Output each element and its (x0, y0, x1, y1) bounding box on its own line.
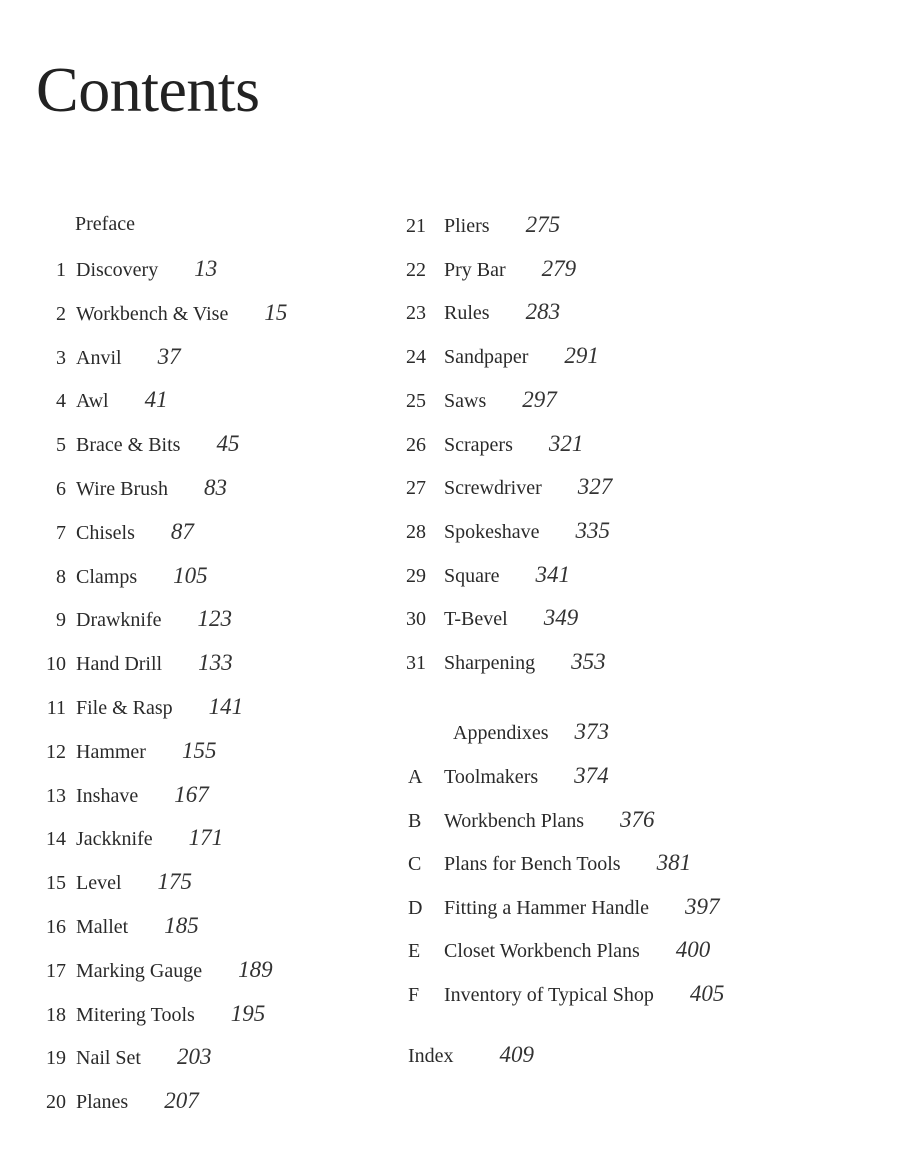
toc-entry-title: Workbench Plans (444, 809, 585, 832)
toc-entry-number: 3 (56, 346, 66, 369)
toc-entry-number: F (408, 984, 420, 1006)
toc-entry-title: Index (408, 1045, 454, 1067)
toc-appendixes[interactable] (453, 720, 609, 744)
toc-entry-page: 279 (541, 255, 577, 281)
toc-entry[interactable] (406, 300, 560, 324)
toc-entry[interactable] (38, 826, 223, 850)
toc-entry-number: 25 (406, 389, 426, 412)
toc-entry-number: 28 (406, 520, 426, 543)
toc-entry-number: B (408, 809, 422, 832)
toc-entry-title: Hammer (76, 740, 146, 763)
toc-entry[interactable] (408, 764, 609, 788)
toc-entry-title: Inshave (76, 784, 139, 807)
toc-entry[interactable] (38, 388, 168, 412)
toc-entry-title: Mitering Tools (76, 1003, 195, 1026)
toc-entry[interactable] (406, 432, 583, 456)
toc-entry-number: E (408, 940, 421, 963)
toc-entry-title: Inventory of Typical Shop (444, 984, 654, 1006)
toc-entry-page: 405 (689, 981, 725, 1006)
toc-entry-number: 12 (46, 740, 66, 763)
toc-entry-number: 31 (406, 652, 426, 674)
toc-entry-title: Mallet (76, 916, 129, 938)
toc-entry-number: 29 (406, 564, 426, 587)
toc-entry-number: 22 (406, 258, 426, 281)
toc-entry-title: Marking Gauge (76, 959, 203, 982)
toc-entry-number: A (408, 766, 423, 788)
toc-entry-title: Square (444, 564, 500, 587)
toc-entry[interactable] (38, 1002, 265, 1026)
toc-entry-number: 13 (46, 784, 66, 807)
toc-entry-page: 349 (543, 605, 579, 631)
toc-entry[interactable] (406, 475, 612, 499)
toc-entry-page: 297 (522, 386, 557, 412)
toc-entry[interactable] (406, 519, 610, 543)
toc-entry[interactable] (38, 301, 287, 325)
page-title: Contents (36, 54, 260, 125)
toc-entry-page: 376 (620, 806, 655, 832)
toc-entry-title: Planes (76, 1091, 129, 1114)
toc-entry-title: Discovery (76, 259, 159, 281)
toc-entry[interactable] (406, 388, 557, 412)
toc-entry-page: 400 (675, 937, 711, 963)
toc-entry-title: Rules (444, 302, 490, 325)
toc-entry[interactable] (38, 870, 192, 894)
toc-entry-title: Drawknife (76, 609, 162, 632)
toc-entry[interactable] (38, 607, 232, 631)
toc-entry-number: 7 (56, 521, 66, 544)
toc-entry-title: File & Rasp (76, 697, 173, 719)
toc-entry[interactable] (408, 895, 719, 919)
toc-entry-number: 16 (46, 916, 66, 938)
toc-entry-number: 21 (406, 215, 426, 237)
toc-entry-page: 189 (238, 956, 273, 982)
toc-entry[interactable] (406, 563, 570, 587)
toc-entry-title: Sandpaper (444, 346, 529, 369)
toc-entry-title: Clamps (76, 565, 138, 588)
toc-entry[interactable] (406, 650, 606, 674)
toc-entry-number: 6 (56, 478, 66, 500)
toc-entry[interactable] (38, 958, 273, 982)
toc-entry-number: 30 (406, 608, 426, 631)
toc-entry[interactable] (38, 783, 209, 807)
toc-entry-page: 87 (170, 518, 194, 544)
toc-entry-page: 37 (157, 343, 181, 369)
toc-entry-number: 19 (46, 1047, 66, 1070)
toc-entry-title: Level (76, 872, 122, 895)
toc-index[interactable] (408, 1043, 534, 1067)
toc-entry-title: Pliers (444, 215, 490, 237)
toc-entry-page: 373 (574, 719, 610, 744)
toc-entry-number: 24 (406, 346, 426, 369)
toc-entry-page: 155 (181, 737, 217, 763)
toc-entry-page: 291 (564, 343, 599, 369)
toc-entry[interactable] (38, 1045, 212, 1069)
toc-entry-number: 11 (46, 697, 66, 719)
toc-entry-page: 195 (230, 1000, 266, 1026)
toc-entry-title: Sharpening (444, 652, 536, 674)
toc-entry-page: 123 (197, 606, 233, 632)
toc-entry[interactable] (38, 520, 194, 544)
toc-entry-number: 5 (56, 434, 66, 457)
toc-preface[interactable] (75, 212, 135, 236)
toc-entry-title: Awl (76, 390, 109, 413)
toc-entry[interactable] (38, 739, 216, 763)
toc-entry[interactable] (408, 851, 691, 875)
toc-entry-title: Appendixes (453, 722, 549, 744)
toc-entry-title: Pry Bar (444, 258, 506, 281)
toc-entry[interactable] (406, 606, 578, 630)
toc-entry-number: 17 (46, 959, 66, 982)
toc-entry-page: 175 (157, 869, 193, 895)
toc-entry-page: 283 (525, 299, 561, 325)
toc-entry[interactable] (38, 695, 243, 719)
toc-entry-number: 14 (46, 828, 66, 851)
toc-entry-page: 353 (571, 649, 606, 674)
toc-entry-number: 23 (406, 302, 426, 325)
toc-entry-page: 83 (203, 475, 227, 500)
toc-entry-page: 374 (574, 763, 609, 788)
toc-entry[interactable] (408, 938, 710, 962)
toc-entry[interactable] (38, 257, 217, 281)
toc-entry[interactable] (38, 432, 239, 456)
toc-entry[interactable] (406, 257, 576, 281)
toc-entry-page: 185 (164, 913, 199, 938)
toc-entry-number: 2 (56, 302, 66, 325)
toc-entry-title: Hand Drill (76, 653, 163, 676)
toc-entry-number: D (408, 896, 423, 919)
toc-entry[interactable] (408, 808, 655, 832)
toc-entry-page: 105 (173, 562, 208, 588)
toc-entry-number: 27 (406, 477, 426, 500)
toc-entry-number: 4 (56, 390, 66, 413)
toc-entry-page: 203 (177, 1044, 212, 1070)
toc-entry-number: 15 (46, 872, 66, 895)
toc-entry-page: 327 (577, 474, 613, 500)
toc-entry-title: Toolmakers (444, 766, 539, 788)
toc-entry-number: C (408, 853, 422, 876)
toc-entry[interactable] (408, 982, 724, 1006)
toc-entry-title: Spokeshave (444, 520, 540, 543)
toc-entry-title: Closet Workbench Plans (444, 940, 640, 963)
toc-entry-page: 171 (188, 825, 224, 851)
toc-entry-page: 15 (264, 299, 288, 325)
toc-entry[interactable] (406, 344, 599, 368)
toc-entry-title: Brace & Bits (76, 434, 181, 457)
toc-entry-page: 207 (164, 1088, 199, 1114)
toc-entry-page: 13 (194, 256, 218, 281)
toc-entry[interactable] (38, 914, 199, 938)
toc-entry-title: Anvil (76, 346, 122, 369)
toc-entry-number: 20 (46, 1091, 66, 1114)
toc-entry-page: 409 (499, 1042, 535, 1067)
toc-entry[interactable] (38, 564, 208, 588)
toc-entry-title: Scrapers (444, 433, 513, 456)
toc-entry-page: 335 (575, 517, 611, 543)
toc-entry-title: Chisels (76, 521, 135, 544)
toc-entry-page: 321 (548, 430, 584, 456)
toc-entry-number: 1 (56, 259, 66, 281)
toc-entry-number: 9 (56, 609, 66, 632)
toc-entry[interactable] (406, 213, 560, 237)
toc-entry-title: Saws (444, 389, 487, 412)
toc-entry-title: Plans for Bench Tools (444, 853, 621, 876)
toc-entry-page: 133 (198, 650, 233, 676)
toc-entry-title: Preface (75, 213, 135, 235)
toc-entry-title: T-Bevel (444, 608, 508, 631)
toc-entry-page: 45 (216, 431, 240, 457)
toc-entry-number: 8 (56, 565, 66, 588)
toc-entry-page: 397 (684, 893, 720, 919)
toc-entry-number: 10 (46, 653, 66, 676)
toc-entry[interactable] (38, 651, 233, 675)
toc-entry-page: 167 (174, 781, 209, 807)
toc-entry-title: Fitting a Hammer Handle (444, 896, 649, 919)
toc-entry[interactable] (38, 345, 181, 369)
toc-entry-page: 381 (656, 850, 692, 876)
toc-entry-title: Wire Brush (76, 478, 168, 500)
toc-entry-page: 341 (535, 561, 571, 587)
toc-entry[interactable] (38, 476, 227, 500)
toc-entry-title: Screwdriver (444, 477, 542, 500)
toc-entry-title: Workbench & Vise (76, 302, 229, 325)
toc-entry-number: 18 (46, 1003, 66, 1026)
toc-entry-page: 141 (208, 694, 244, 719)
toc-entry-number: 26 (406, 433, 426, 456)
toc-entry-title: Jackknife (76, 828, 153, 851)
toc-entry[interactable] (38, 1089, 199, 1113)
toc-entry-page: 275 (525, 212, 561, 237)
toc-entry-page: 41 (144, 387, 168, 413)
toc-entry-title: Nail Set (76, 1047, 141, 1070)
